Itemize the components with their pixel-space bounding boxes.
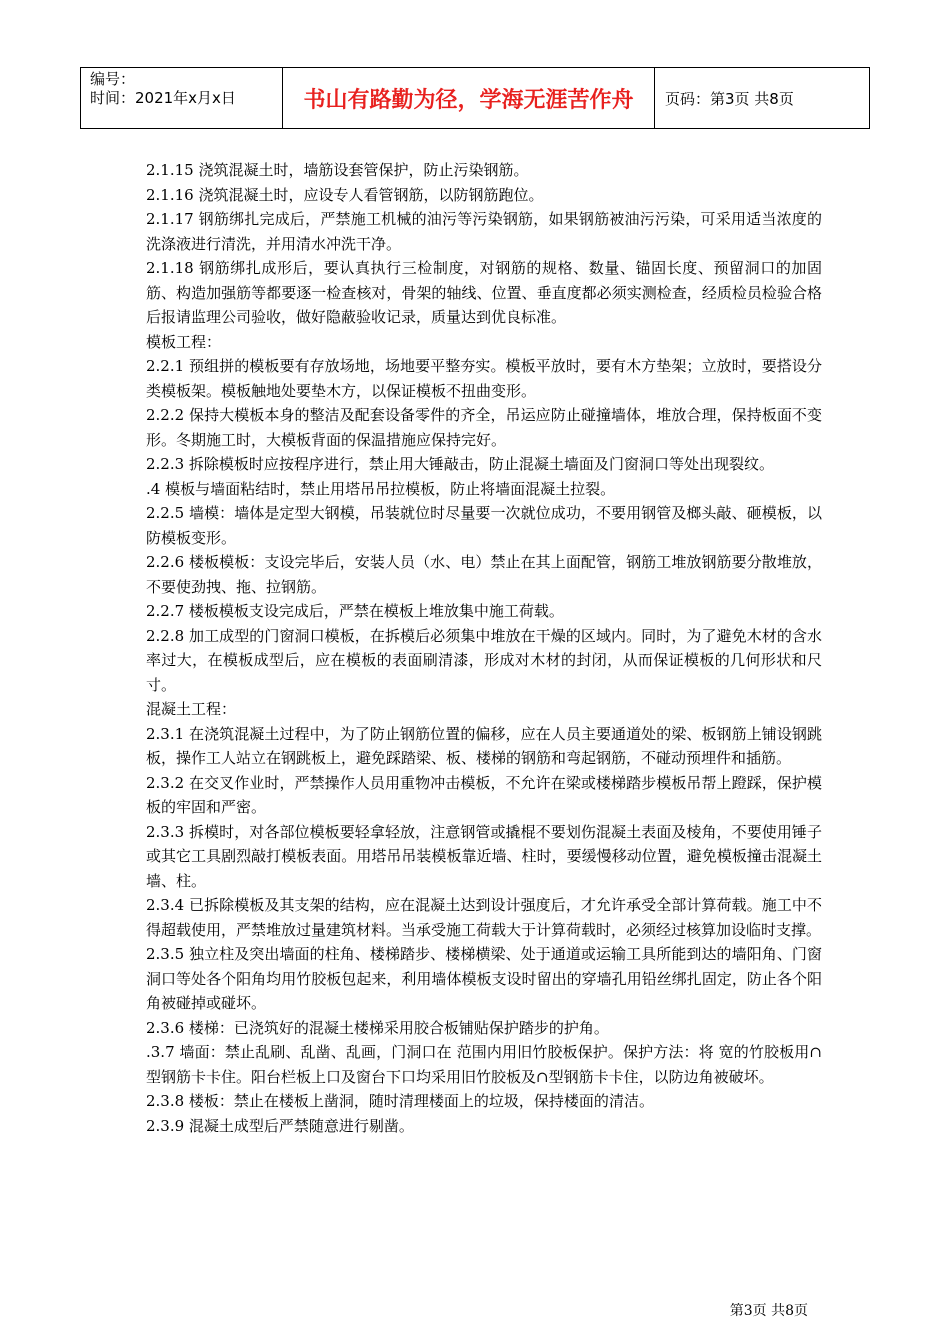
paragraph: .4 模板与墙面粘结时，禁止用塔吊吊拉模板，防止将墙面混凝土拉裂。 [146,479,616,498]
paragraph: 2.3.4 已拆除模板及其支架的结构，应在混凝土达到设计强度后，才允许承受全部计算荷载。施工中不得超载使用，严禁堆放过量建筑材料。当承受施工荷载大于计算荷载时，必须经过核算加设临时支撑。 [146,896,822,939]
paragraph: 2.1.17 钢筋绑扎完成后，严禁施工机械的油污等污染钢筋，如果钢筋被油污污染，可采用适当浓度的洗涤液进行清洗，并用清水冲洗干净。 [146,210,822,253]
paragraph: 2.1.18 钢筋绑扎成形后，要认真执行三检制度，对钢筋的规格、数量、锚固长度、预留洞口的加固筋、构造加强筋等都要逐一检查核对，骨架的轴线、位置、垂直度都必须实测检查，经质检员检验合格后报请监理公司验收，做好隐蔽验收记录，质量达到优良标准。 [146,259,822,326]
paragraph: 2.3.6 楼梯：已浇筑好的混凝土楼梯采用胶合板铺贴保护踏步的护角。 [146,1018,609,1037]
document-date-label: 时间：2021年x月x日 [90,89,236,107]
paragraph: 2.3.1 在浇筑混凝土过程中，为了防止钢筋位置的偏移，应在人员主要通道处的梁、板钢筋上铺设钢跳板，操作工人站立在钢跳板上，避免踩踏梁、板、楼梯的钢筋和弯起钢筋，不碰动预埋件和插筋。 [146,724,822,767]
paragraph: 2.2.5 墙模：墙体是定型大钢模，吊装就位时尽量要一次就位成功，不要用钢管及榔头敲、砸模板，以防模板变形。 [146,504,822,547]
paragraph: 2.2.2 保持大模板本身的整洁及配套设备零件的齐全，吊运应防止碰撞墙体，堆放合理，保持板面不变形。冬期施工时，大模板背面的保温措施应保持完好。 [146,406,822,449]
header-meta-cell [81,68,283,128]
header-motto: 书山有路勤为径，学海无涯苦作舟 [303,87,634,113]
section-heading: 模板工程： [146,332,222,351]
paragraph: 2.2.7 楼板模板支设完成后，严禁在模板上堆放集中施工荷载。 [146,602,564,620]
paragraph: 2.1.15 浇筑混凝土时，墙筋设套管保护，防止污染钢筋。 [146,161,529,179]
paragraph: .3.7 墙面：禁止乱刷、乱凿、乱画，门洞口在 范围内用旧竹胶板保护。保护方法：将 宽的竹胶板用∩型钢筋卡卡住。阳台栏板上口及窗台下口均采用旧竹胶板及∩型钢筋卡卡住，以防边角被破坏。 [146,1043,822,1086]
page-header [80,67,870,129]
paragraph: 2.3.9 混凝土成型后严禁随意进行剔凿。 [146,1116,414,1135]
page-footer [730,1300,808,1320]
paragraph: 2.3.2 在交叉作业时，严禁操作人员用重物冲击模板，不允许在梁或楼梯踏步模板吊帮上蹬踩，保护模板的牢固和严密。 [146,773,822,816]
paragraph: 2.2.3 拆除模板时应按程序进行，禁止用大锤敲击，防止混凝土墙面及门窗洞口等处出现裂纹。 [146,455,774,473]
document-number-label: 编号： [90,70,136,88]
paragraph: 2.3.5 独立柱及突出墙面的柱角、楼梯踏步、楼梯横梁、处于通道或运输工具所能到达的墙阳角、门窗洞口等处各个阳角均用竹胶板包起来，利用墙体模板支设时留出的穿墙孔用铅丝绑扎固定，防止各个阳角被碰掉或碰坏。 [146,945,822,1012]
paragraph: 2.2.6 楼板模板：支设完毕后，安装人员（水、电）禁止在其上面配管，钢筋工堆放钢筋要分散堆放，不要使劲拽、拖、拉钢筋。 [146,553,822,596]
header-motto-cell [283,68,655,128]
header-page-cell [655,68,869,128]
header-page-number: 页码：第3页 共8页 [665,89,794,108]
section-heading: 混凝土工程： [146,700,237,718]
paragraph: 2.2.8 加工成型的门窗洞口模板，在拆模后必须集中堆放在干燥的区域内。同时，为了避免木材的含水率过大，在模板成型后，应在模板的表面刷清漆，形成对木材的封闭，从而保证模板的几何形状和尺寸。 [146,626,822,694]
paragraph: 2.1.16 浇筑混凝土时，应设专人看管钢筋，以防钢筋跑位。 [146,185,544,204]
footer-page-number: 第3页 共8页 [729,1303,808,1319]
document-body [146,158,822,1138]
paragraph: 2.3.8 楼板：禁止在楼板上凿洞，随时清理楼面上的垃圾，保持楼面的清洁。 [146,1092,654,1110]
paragraph: 2.2.1 预组拼的模板要有存放场地，场地要平整夯实。模板平放时，要有木方垫架；立放时，要搭设分类模板架。模板触地处要垫木方，以保证模板不扭曲变形。 [146,357,822,400]
paragraph: 2.3.3 拆模时，对各部位模板要轻拿轻放，注意钢管或撬棍不要划伤混凝土表面及棱角，不要使用锤子或其它工具剧烈敲打模板表面。用塔吊吊装模板靠近墙、柱时，要缓慢移动位置，避免模板撞击混凝土墙、柱。 [146,822,822,890]
